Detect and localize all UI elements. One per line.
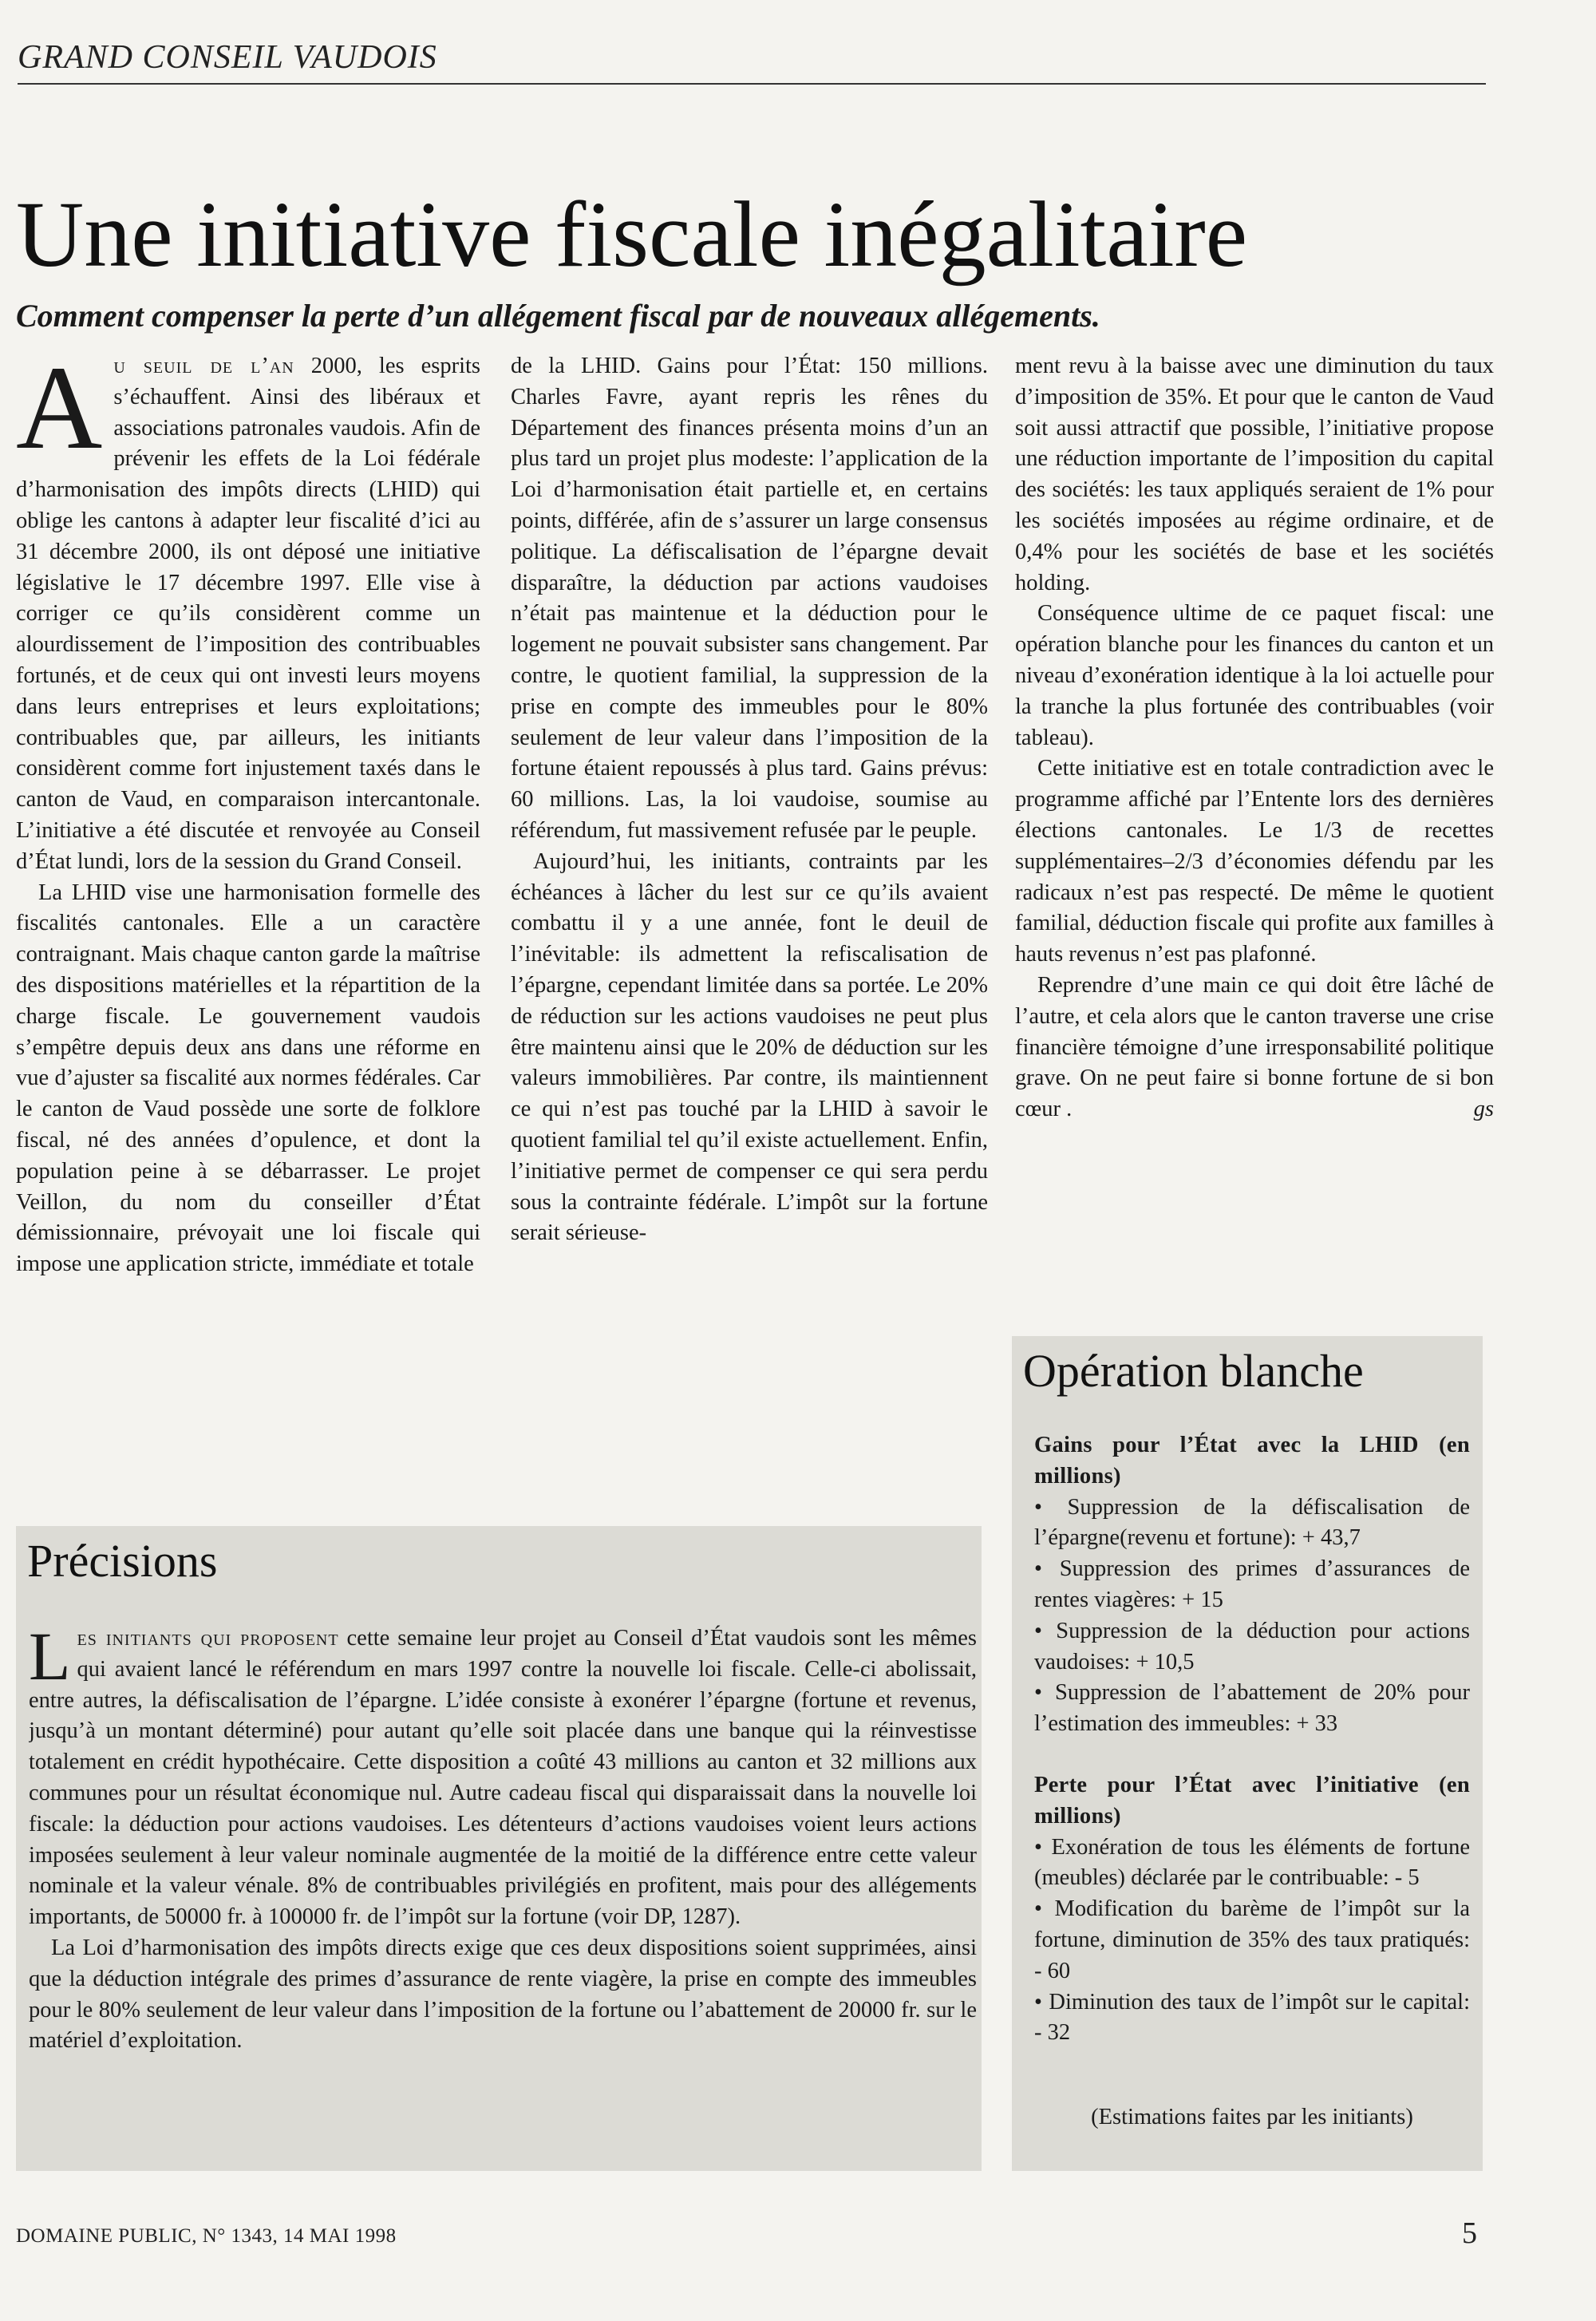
article-column-1	[16, 351, 480, 1515]
article-paragraph: Conséquence ultime de ce paquet fiscal: une opération blanche pour les finances du canton et un niveau d’exonération identique à la loi actuelle pour la tranche la plus fortunée des contribuables (voir tableau).	[1015, 601, 1494, 750]
article-paragraph: ment revu à la baisse avec une diminution du taux d’imposition de 35%. Et pour que le canton de Vaud soit aussi attractif que possible, l’initiative propose une réduction importante de l’imposition du capital des sociétés: les taux appliqués seraient de 1% pour les sociétés imposées au régime ordinaire, et de 0,4% pour les sociétés de base et les sociétés holding.	[1015, 354, 1494, 595]
precisions-lead-smallcaps: es initiants qui proposent	[77, 1626, 339, 1651]
header-rule	[18, 83, 1486, 85]
estimates-note: (Estimations faites par les initiants)	[1091, 2104, 1413, 2129]
precisions-paragraph: La Loi d’harmonisation des impôts directs exige que ces deux dispositions soient supprimées, ainsi que la déduction intégrale des primes d’assurance de rente viagère, la prise en compte des immeubles pour le 80% seulement de leur valeur dans l’imposition de la fortune ou l’abattement de 20000 fr. sur le matériel d’exploitation.	[29, 1935, 977, 2054]
article-column-2	[511, 351, 988, 1515]
section-rubric: GRAND CONSEIL VAUDOIS	[18, 39, 437, 76]
lead-text: 2000, les esprits s’échauffent. Ainsi des libéraux et associations patronales vaudois. Afin de prévenir les effets de la Loi fédérale d’harmonisation des impôts directs (LHID) qui oblige les cantons à adapter leur fiscalité d’ici au 31 décembre 2000, ils ont déposé une initiative législative le 17 décembre 1997. Elle vise à corriger ce qu’ils considèrent comme un alourdissement de l’imposition des contribuables fortunés, et de ceux qui ont investi leurs moyens dans leurs entreprises et leurs exploitations; contribuables que, par ailleurs, les initiants considèrent comme fort injustement taxés dans le canton de Vaud, en comparaison intercantonale. L’initiative a été discutée et renvoyée au Conseil d’État lundi, lors de la session du Grand Conseil.	[16, 354, 480, 874]
author-signature: gs	[1473, 1097, 1494, 1122]
article-paragraph: Aujourd’hui, les initiants, contraints par les échéances à lâcher du lest sur ce qu’ils avaient combattu il y a une année, font le deuil de l’inévitable: ils admettent la refiscalisation de l’épargne, cependant limitée dans sa portée. Le 20% de réduction sur les actions vaudoises ne peut plus être maintenu ainsi que le 20% de déduction sur les valeurs immobilières. Par contre, ils maintiennent ce qui n’est pas touché par la LHID à savoir le quotient familial tel qu’il existe actuellement. Enfin, l’initiative permet de compenser ce qui sera perdu sous la contrainte fédérale. L’impôt sur la fortune serait sérieuse-	[511, 848, 988, 1246]
publication-footer: DOMAINE PUBLIC, N° 1343, 14 MAI 1998	[16, 2225, 397, 2247]
list-item: • Diminution des taux de l’impôt sur le capital: - 32	[1034, 1987, 1470, 2050]
precisions-lead-text: cette semaine leur projet au Conseil d’État vaudois sont les mêmes qui avaient lancé le référendum en mars 1997 contre la nouvelle loi fiscale. Celle-ci abolissait, entre autres, la défiscalisation de l’épargne. L’idée consiste à exonérer l’épargne (fortune et revenus, jusqu’à un montant déterminé) pour autant qu’elle soit placée dans une banque qui la réinvestisse totalement en crédit hypothécaire. Cette disposition a coûté 43 millions au canton et 32 millions aux communes pour un résultat économique nul. Autre cadeau fiscal qui disparaissait dans la nouvelle loi fiscale: la déduction pour actions vaudoises. Les détenteurs d’actions vaudoises voient leurs actions imposées seulement à leur valeur nominale augmentée de la moitié de la différence entre cette valeur nominale et la valeur vénale. 8% de contribuables privilégiés en profitent, mais pour des allégements importants, de 50000 fr. à 100000 fr. de l’impôt sur la fortune (voir DP, 1287).	[29, 1626, 977, 1930]
precisions-paragraph	[29, 1623, 977, 1933]
list-item: • Suppression de l’abattement de 20% pour l’estimation des immeubles: + 33	[1034, 1678, 1470, 1740]
precisions-box	[16, 1526, 982, 2171]
list-item: • Suppression de la déduction pour actions vaudoises: + 10,5	[1034, 1616, 1470, 1678]
article-column-3	[1015, 351, 1494, 1334]
article-paragraph: de la LHID. Gains pour l’État: 150 millions. Charles Favre, ayant repris les rênes du Département des finances présenta moins d’un an plus tard un projet plus modeste: l’application de la Loi d’harmonisation était partielle et, en certains points, différée, afin de s’assurer un large consensus politique. La défiscalisation de l’épargne devait disparaître, la déduction par actions vaudoises n’était pas maintenue et la déduction pour le logement ne pouvait subsister sans changement. Par contre, le quotient familial, la suppression de la prise en compte des immeubles pour le 80% seulement de leur valeur dans l’imposition de la fortune étaient repoussés à plus tard. Gains prévus: 60 millions. Las, la loi vaudoise, soumise au référendum, fut massivement refusée par le peuple.	[511, 354, 988, 843]
list-item: • Modification du barème de l’impôt sur la fortune, diminution de 35% des taux pratiqués: - 60	[1034, 1894, 1470, 1987]
pertes-list	[1034, 1833, 1470, 2050]
list-item: • Exonération de tous les éléments de fortune (meubles) déclarée par le contribuable: - 5	[1034, 1833, 1470, 1895]
initial-cap: L	[29, 1623, 71, 1694]
deck-subtitle: Comment compenser la perte d’un allégement fiscal par de nouveaux allégements.	[16, 298, 1100, 334]
list-item: • Suppression de la défiscalisation de l’épargne(revenu et fortune): + 43,7	[1034, 1493, 1470, 1555]
precisions-body	[29, 1623, 977, 2166]
operation-body	[1034, 1430, 1470, 2165]
gains-list	[1034, 1493, 1470, 1740]
list-spacer	[1034, 2049, 1470, 2079]
article-paragraph	[16, 351, 480, 878]
article-paragraph	[1015, 971, 1494, 1125]
closing-text: Reprendre d’une main ce qui doit être lâché de l’autre, et cela alors que le canton traverse une crise financière témoigne d’une irresponsabilité politique grave. On ne peut faire si bonne fortune de si bon cœur .	[1015, 972, 1494, 1122]
drop-cap: A	[16, 351, 103, 474]
operation-blanche-box	[1012, 1336, 1483, 2171]
list-spacer	[1034, 1740, 1470, 1770]
page-number: 5	[1462, 2216, 1477, 2250]
lead-smallcaps: u seuil de l’an	[113, 354, 294, 378]
headline: Une initiative fiscale inégalitaire	[16, 182, 1248, 287]
article-paragraph: Cette initiative est en totale contradiction avec le programme affiché par l’Entente lors des dernières élections cantonales. Le 1/3 de recettes supplémentaires–2/3 d’économies défendu par les radicaux n’est pas respecté. De même le quotient familial, déduction fiscale qui profite aux familles à hauts revenus n’est pas plafonné.	[1015, 756, 1494, 967]
gains-heading: Gains pour l’État avec la LHID (en millions)	[1034, 1433, 1470, 1489]
operation-title: Opération blanche	[1023, 1345, 1364, 1397]
article-paragraph: La LHID vise une harmonisation formelle des fiscalités cantonales. Elle a un caractère contraignant. Mais chaque canton garde la maîtrise des dispositions matérielles et la répartition de la charge fiscale. Le gouvernement vaudois s’empêtre depuis deux ans dans une réforme en vue d’ajuster sa fiscalité aux normes fédérales. Car le canton de Vaud possède une sorte de folklore fiscal, né des années d’opulence, et dont la population peine à se débarrasser. Le projet Veillon, du nom du conseiller d’État démissionnaire, prévoyait une loi fiscale qui impose une application stricte, immédiate et totale	[16, 880, 480, 1277]
list-item: • Suppression des primes d’assurances de rentes viagères: + 15	[1034, 1554, 1470, 1616]
pertes-heading: Perte pour l’État avec l’initiative (en millions)	[1034, 1772, 1470, 1829]
precisions-title: Précisions	[27, 1535, 218, 1587]
